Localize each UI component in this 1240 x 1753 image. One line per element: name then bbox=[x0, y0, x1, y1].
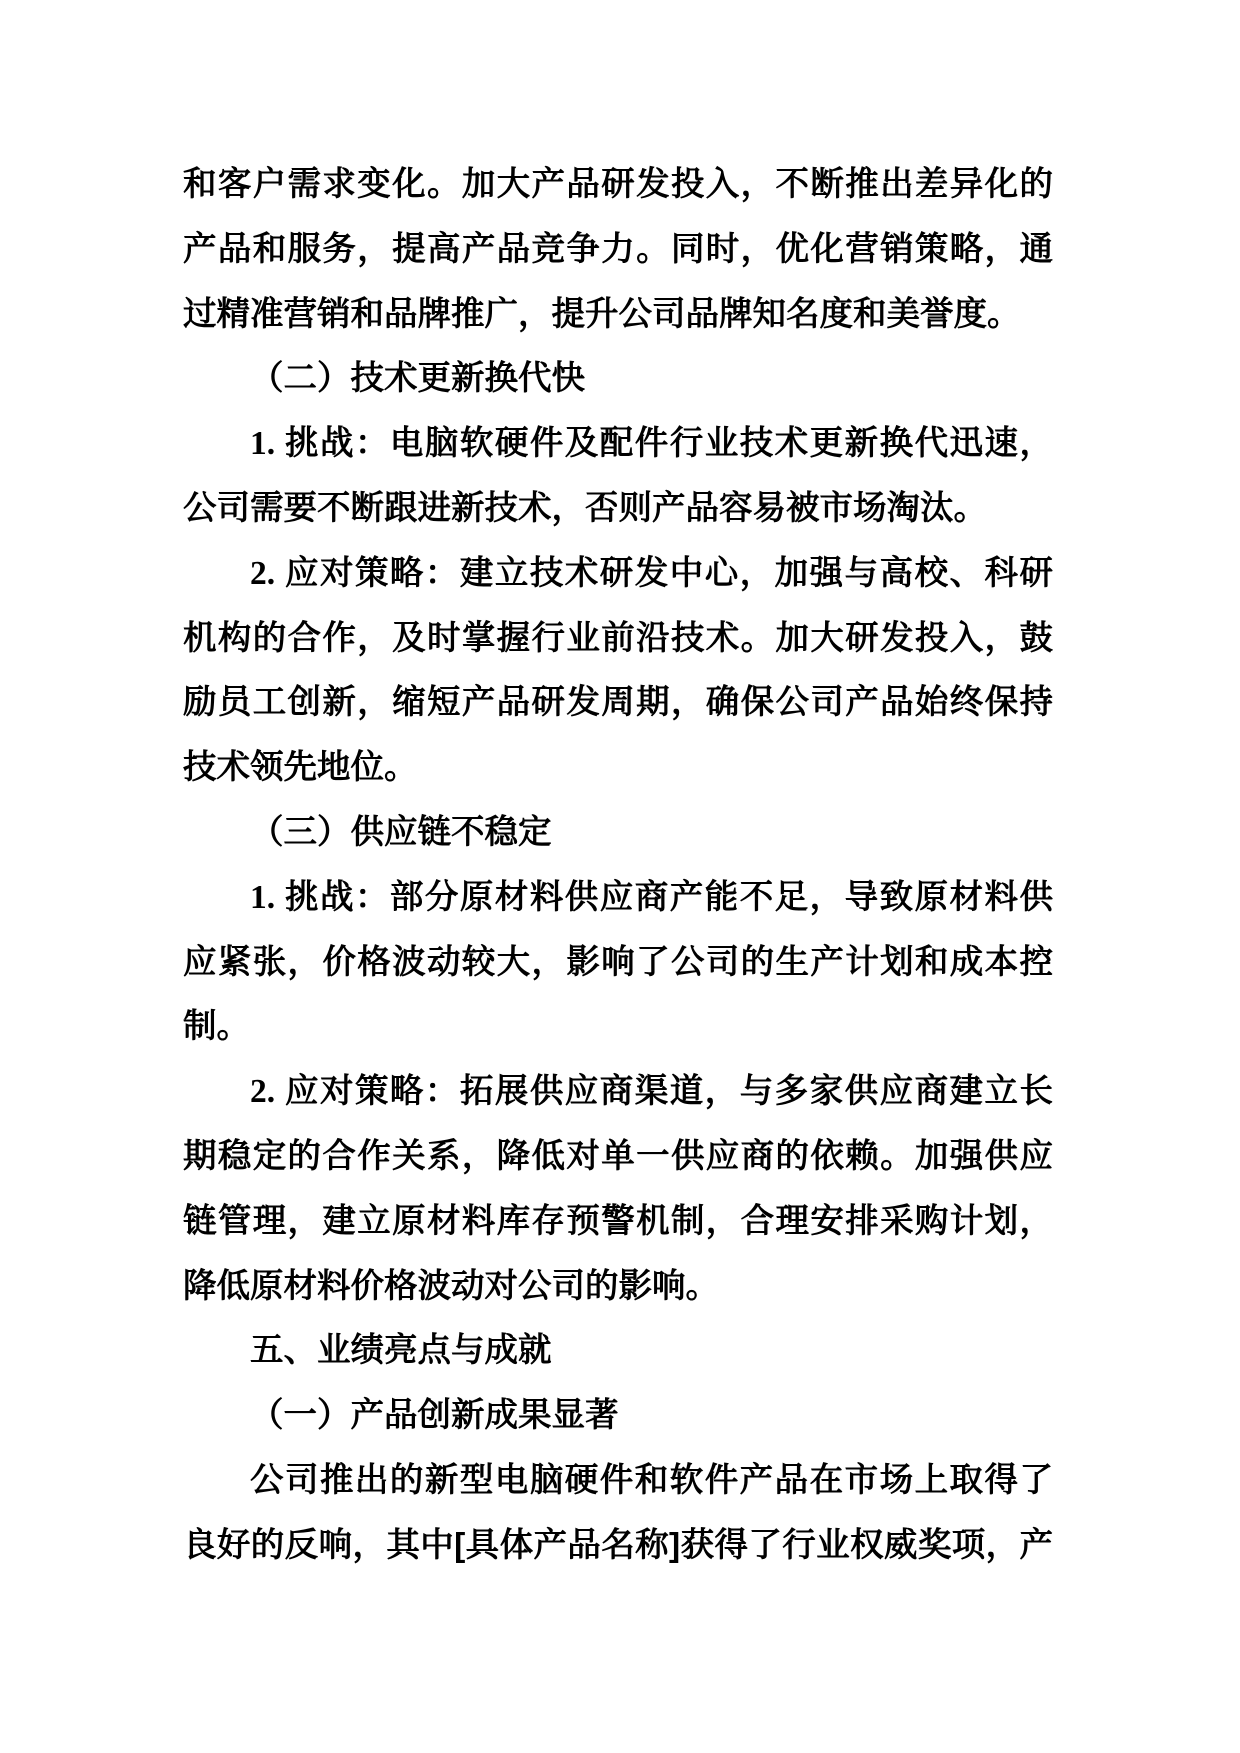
paragraph-line: 公司推出的新型电脑硬件和软件产品在市场上取得了 bbox=[250, 1461, 1053, 1499]
subsection-heading-2: （二）技术更新换代快 bbox=[250, 360, 585, 398]
list-number: 1. bbox=[250, 425, 285, 463]
paragraph-line: 公司需要不断跟进新技术，否则产品容易被市场淘汰。 bbox=[183, 489, 987, 527]
list-number: 2. bbox=[250, 1073, 285, 1111]
paragraph-line: 过精准营销和品牌推广，提升公司品牌知名度和美誉度。 bbox=[183, 295, 1021, 333]
line-text: 应对策略：拓展供应商渠道，与多家供应商建立长 bbox=[284, 1073, 1054, 1111]
subsection-heading-1: （一）产品创新成果显著 bbox=[250, 1397, 619, 1435]
list-number: 1. bbox=[250, 878, 285, 916]
paragraph-line bbox=[183, 1060, 1053, 1125]
line-text: 挑战：部分原材料供应商产能不足，导致原材料供 bbox=[284, 878, 1054, 916]
paragraph-line: 良好的反响，其中[具体产品名称]获得了行业权威奖项，产 bbox=[183, 1526, 1053, 1564]
line-text: 挑战：电脑软硬件及配件行业技术更新换代迅速， bbox=[284, 425, 1054, 463]
line-text: 应对策略：建立技术研发中心，加强与高校、科研 bbox=[284, 554, 1054, 592]
list-number: 2. bbox=[250, 554, 285, 592]
paragraph-line: 期稳定的合作关系，降低对单一供应商的依赖。加强供应 bbox=[183, 1137, 1053, 1175]
subsection-heading-3: （三）供应链不稳定 bbox=[250, 813, 552, 851]
paragraph-line: 和客户需求变化。加大产品研发投入，不断推出差异化的 bbox=[183, 166, 1053, 203]
section-heading-5: 五、业绩亮点与成就 bbox=[250, 1332, 552, 1370]
paragraph-line: 降低原材料价格波动对公司的影响。 bbox=[183, 1267, 719, 1305]
paragraph-line: 技术领先地位。 bbox=[183, 749, 418, 787]
paragraph-line: 应紧张，价格波动较大，影响了公司的生产计划和成本控 bbox=[183, 943, 1053, 981]
paragraph-line bbox=[183, 542, 1053, 607]
document-text-block bbox=[183, 153, 1053, 1579]
paragraph-line bbox=[183, 866, 1053, 931]
paragraph-line: 机构的合作，及时掌握行业前沿技术。加大研发投入，鼓 bbox=[183, 619, 1053, 657]
paragraph-line: 产品和服务，提高产品竞争力。同时，优化营销策略，通 bbox=[183, 230, 1053, 268]
paragraph-line: 制。 bbox=[183, 1008, 250, 1046]
paragraph-line bbox=[183, 412, 1053, 477]
paragraph-line: 励员工创新，缩短产品研发周期，确保公司产品始终保持 bbox=[183, 684, 1053, 722]
paragraph-line: 链管理，建立原材料库存预警机制，合理安排采购计划， bbox=[183, 1202, 1053, 1240]
